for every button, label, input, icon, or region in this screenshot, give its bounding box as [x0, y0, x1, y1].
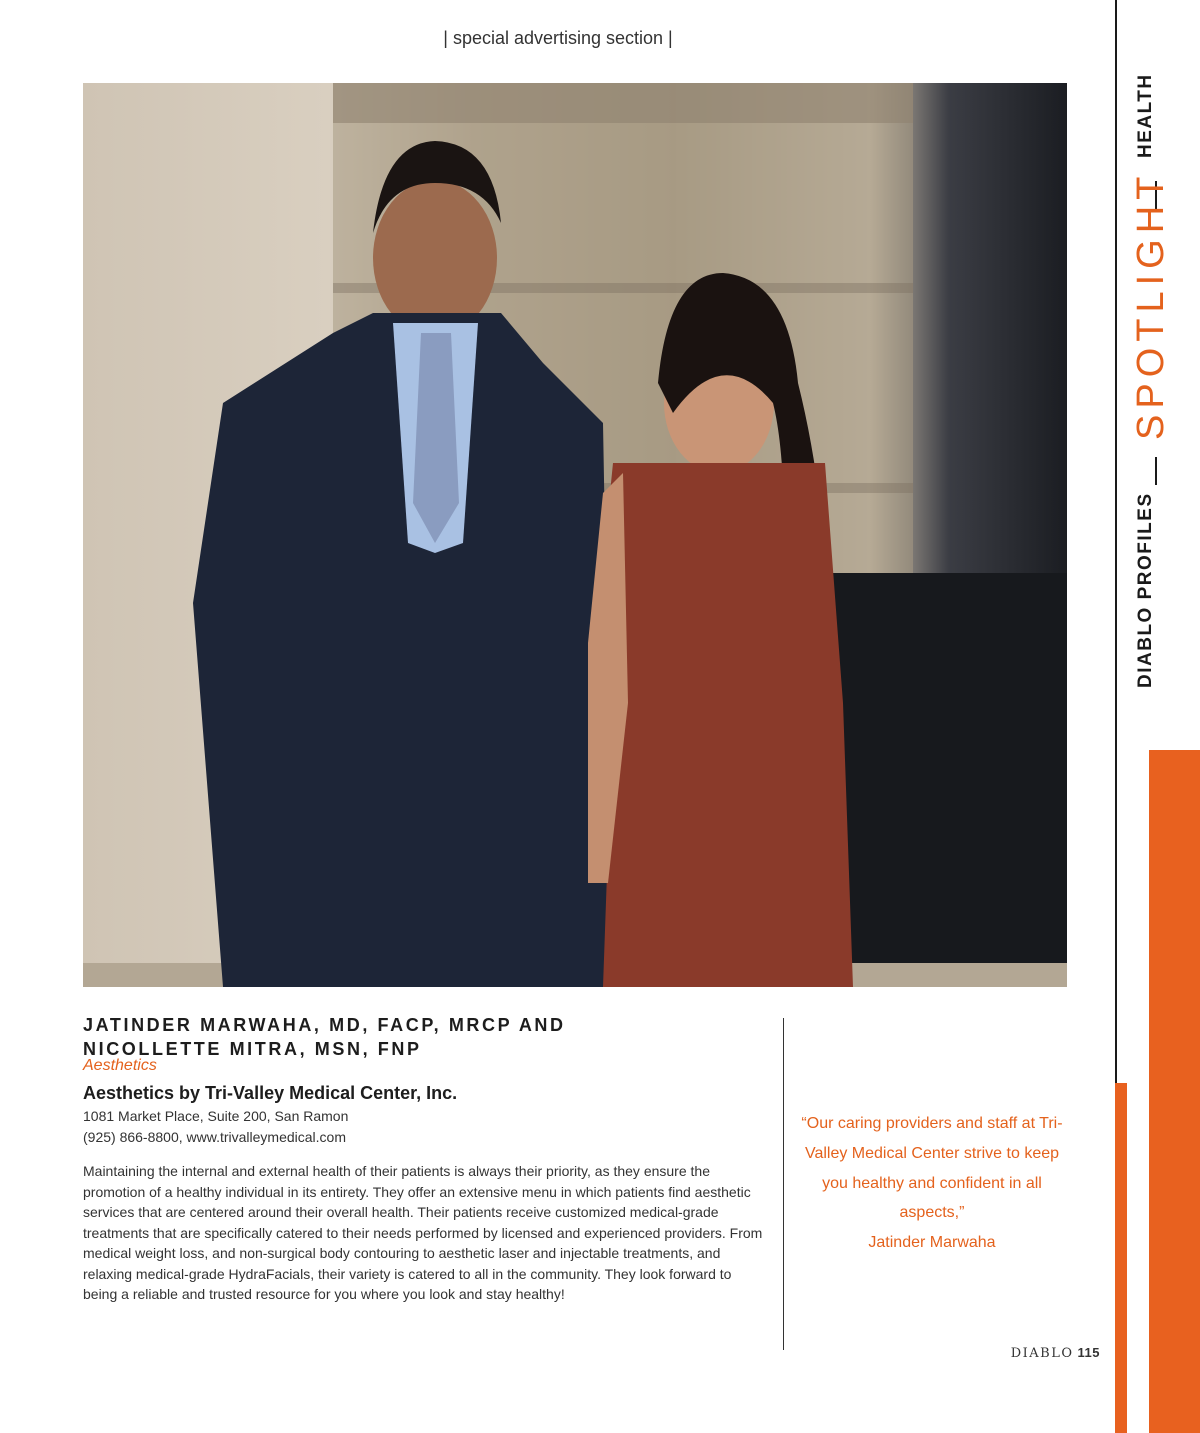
side-rule	[1115, 0, 1117, 1083]
column-divider	[783, 1018, 784, 1350]
section-tab	[1130, 0, 1190, 700]
side-accent-strip	[1115, 1083, 1127, 1433]
section-spotlight-label: SPOTLIGHT	[1130, 170, 1172, 440]
practice-contact: (925) 866-8800, www.trivalleymedical.com	[83, 1129, 346, 1145]
section-diablo-profiles-label: DIABLO PROFILES	[1135, 492, 1156, 688]
provider-names-line1: JATINDER MARWAHA, MD, FACP, MRCP AND	[83, 1015, 566, 1035]
provider-names-line2: NICOLLETTE MITRA, MSN, FNP	[83, 1039, 422, 1059]
portrait-illustration	[83, 83, 1067, 987]
section-separator	[1155, 457, 1157, 485]
practice-name: Aesthetics by Tri-Valley Medical Center, Inc.	[83, 1083, 458, 1103]
pull-quote-author: Jatinder Marwaha	[868, 1234, 996, 1252]
section-health-label: HEALTH	[1135, 73, 1156, 158]
page-number: 115	[1077, 1345, 1100, 1360]
specialty-label: Aesthetics	[83, 1057, 157, 1074]
practice-address: 1081 Market Place, Suite 200, San Ramon	[83, 1108, 349, 1124]
portrait-photo	[83, 83, 1067, 987]
page-folio	[1011, 1345, 1100, 1361]
pull-quote-text: “Our caring providers and staff at Tri-Valley Medical Center strive to keep you healthy and confident in all aspects,”	[801, 1115, 1063, 1222]
special-section-label: | special advertising section |	[443, 28, 673, 48]
side-accent-block	[1149, 750, 1200, 1433]
magazine-name: DIABLO	[1010, 1346, 1074, 1361]
provider-names	[83, 1013, 773, 1061]
profile-body: Maintaining the internal and external health of their patients is always their priority, as they ensure the promotion of a healthy individual in its entirety. They offer an extensive menu in which patients find aesthetic services that are centered around their overall health. Their patients receive customized medical-grade treatments that are specifically catered to their needs performed by licensed and experienced providers. From medical weight loss, and non-surgical body contouring to aesthetic laser and injectable treatments, and relaxing medical-grade HydraFacials, their variety is catered to all in the community. They look forward to being a reliable and trusted resource for you where you look and stay healthy!	[83, 1163, 763, 1302]
pull-quote	[797, 1109, 1067, 1258]
